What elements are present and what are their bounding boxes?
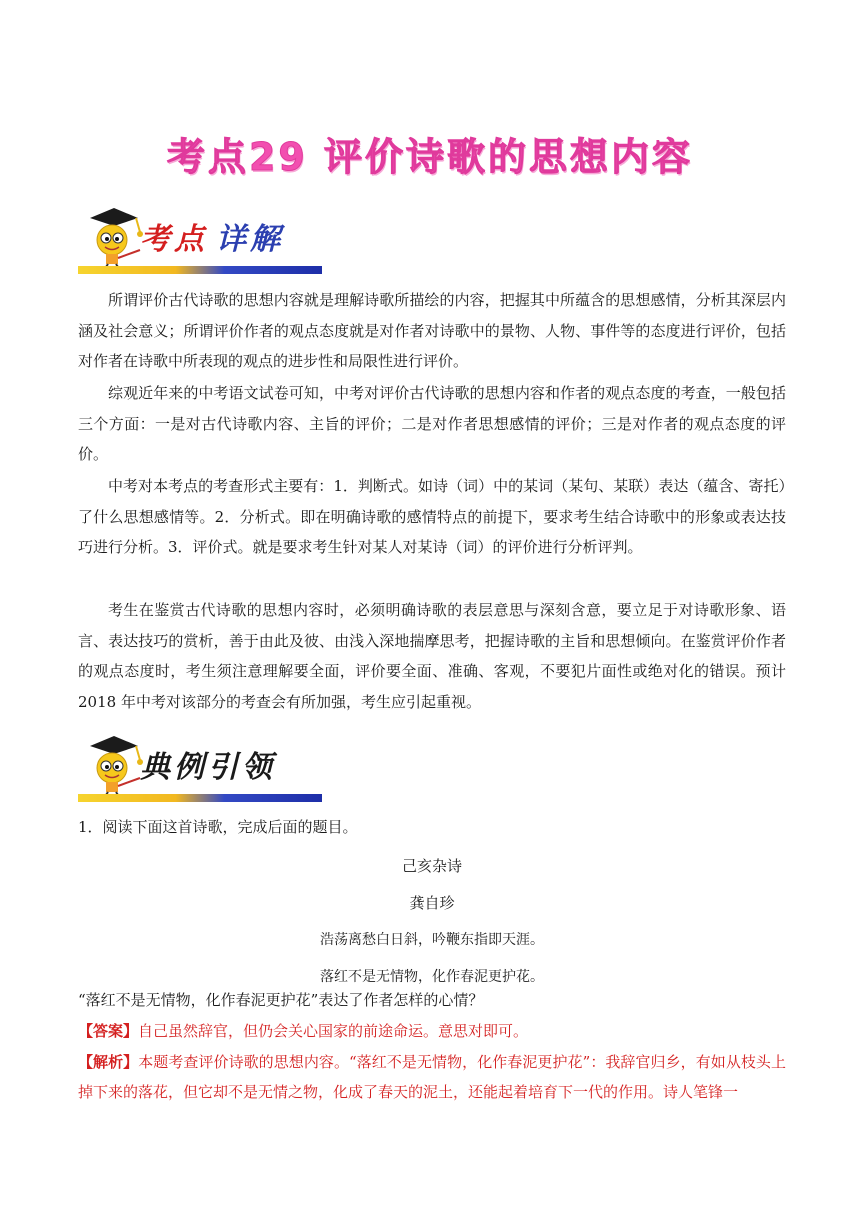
section-header-word-1: 考点 xyxy=(140,222,208,257)
analysis-text: 本题考查评价诗歌的思想内容。“落红不是无情物，化作春泥更护花”：我辞官归乡，有如从枝头上掉下来的落花，但它却不是无情之物，化成了春天的泥土，还能起着培育下一代的作用。诗人笔锋一 xyxy=(78,1053,786,1101)
analysis-block xyxy=(78,1047,786,1107)
poem-line-1: 浩荡离愁白日斜，吟鞭东指即天涯。 xyxy=(320,932,544,948)
section-underline-bar xyxy=(78,266,322,274)
poem-line-2: 落红不是无情物，化作春泥更护花。 xyxy=(320,969,544,985)
paragraph-3: 中考对本考点的考查形式主要有：1．判断式。如诗（词）中的某词（某句、某联）表达（蕴含、寄托）了什么思想感情等。2．分析式。即在明确诗歌的感情特点的前提下，要求考生结合诗歌中的形象或表达技巧进行分析。3．评价式。就是要求考生针对某人对某诗（词）的评价进行分析评判。 xyxy=(78,477,786,556)
question-intro: 1．阅读下面这首诗歌，完成后面的题目。 xyxy=(78,818,358,836)
section-header-title: 典例引领 xyxy=(140,750,276,785)
graduate-mascot-icon xyxy=(82,204,146,272)
answer-tag: 【答案】 xyxy=(78,1022,139,1040)
poem-author: 龚自珍 xyxy=(409,894,455,912)
answer-text: 自己虽然辞官，但仍会关心国家的前途命运。意思对即可。 xyxy=(138,1022,529,1040)
question-text: “落红不是无情物，化作春泥更护花”表达了作者怎样的心情？ xyxy=(78,991,484,1009)
section-header-kaodian-xiangjie xyxy=(78,204,322,276)
paragraph-2: 综观近年来的中考语文试卷可知，中考对评价古代诗歌的思想内容和作者的观点态度的考查，一般包括三个方面：一是对古代诗歌内容、主旨的评价；二是对作者思想感情的评价；三是对作者的观点态度的评价。 xyxy=(78,384,786,463)
answer-block xyxy=(78,1016,786,1046)
section-underline-bar xyxy=(78,794,322,802)
section-header-title xyxy=(140,214,284,258)
section-header-word-2: 详解 xyxy=(216,222,284,257)
paragraph-1: 所谓评价古代诗歌的思想内容就是理解诗歌所描绘的内容，把握其中所蕴含的思想感情，分析其深层内涵及社会意义；所谓评价作者的观点态度就是对作者对诗歌中的景物、人物、事件等的态度进行评价，包括对作者在诗歌中所表现的观点的进步性和局限性进行评价。 xyxy=(78,291,786,370)
poem-title: 己亥杂诗 xyxy=(401,857,462,875)
graduate-mascot-icon xyxy=(82,732,146,800)
section-header-dianli-yinling xyxy=(78,732,322,804)
analysis-tag: 【解析】 xyxy=(78,1053,139,1071)
page-title: 考点29 评价诗歌的思想内容 xyxy=(166,135,694,179)
paragraph-4: 考生在鉴赏古代诗歌的思想内容时，必须明确诗歌的表层意思与深刻含意，要立足于对诗歌形象、语言、表达技巧的赏析，善于由此及彼、由浅入深地揣摩思考，把握诗歌的主旨和思想倾向。在鉴赏评价作者的观点态度时，考生须注意理解要全面，评价要全面、准确、客观，不要犯片面性或绝对化的错误。预计 2018 年中考对该部分的考查会有所加强，考生应引起重视。 xyxy=(78,601,786,711)
